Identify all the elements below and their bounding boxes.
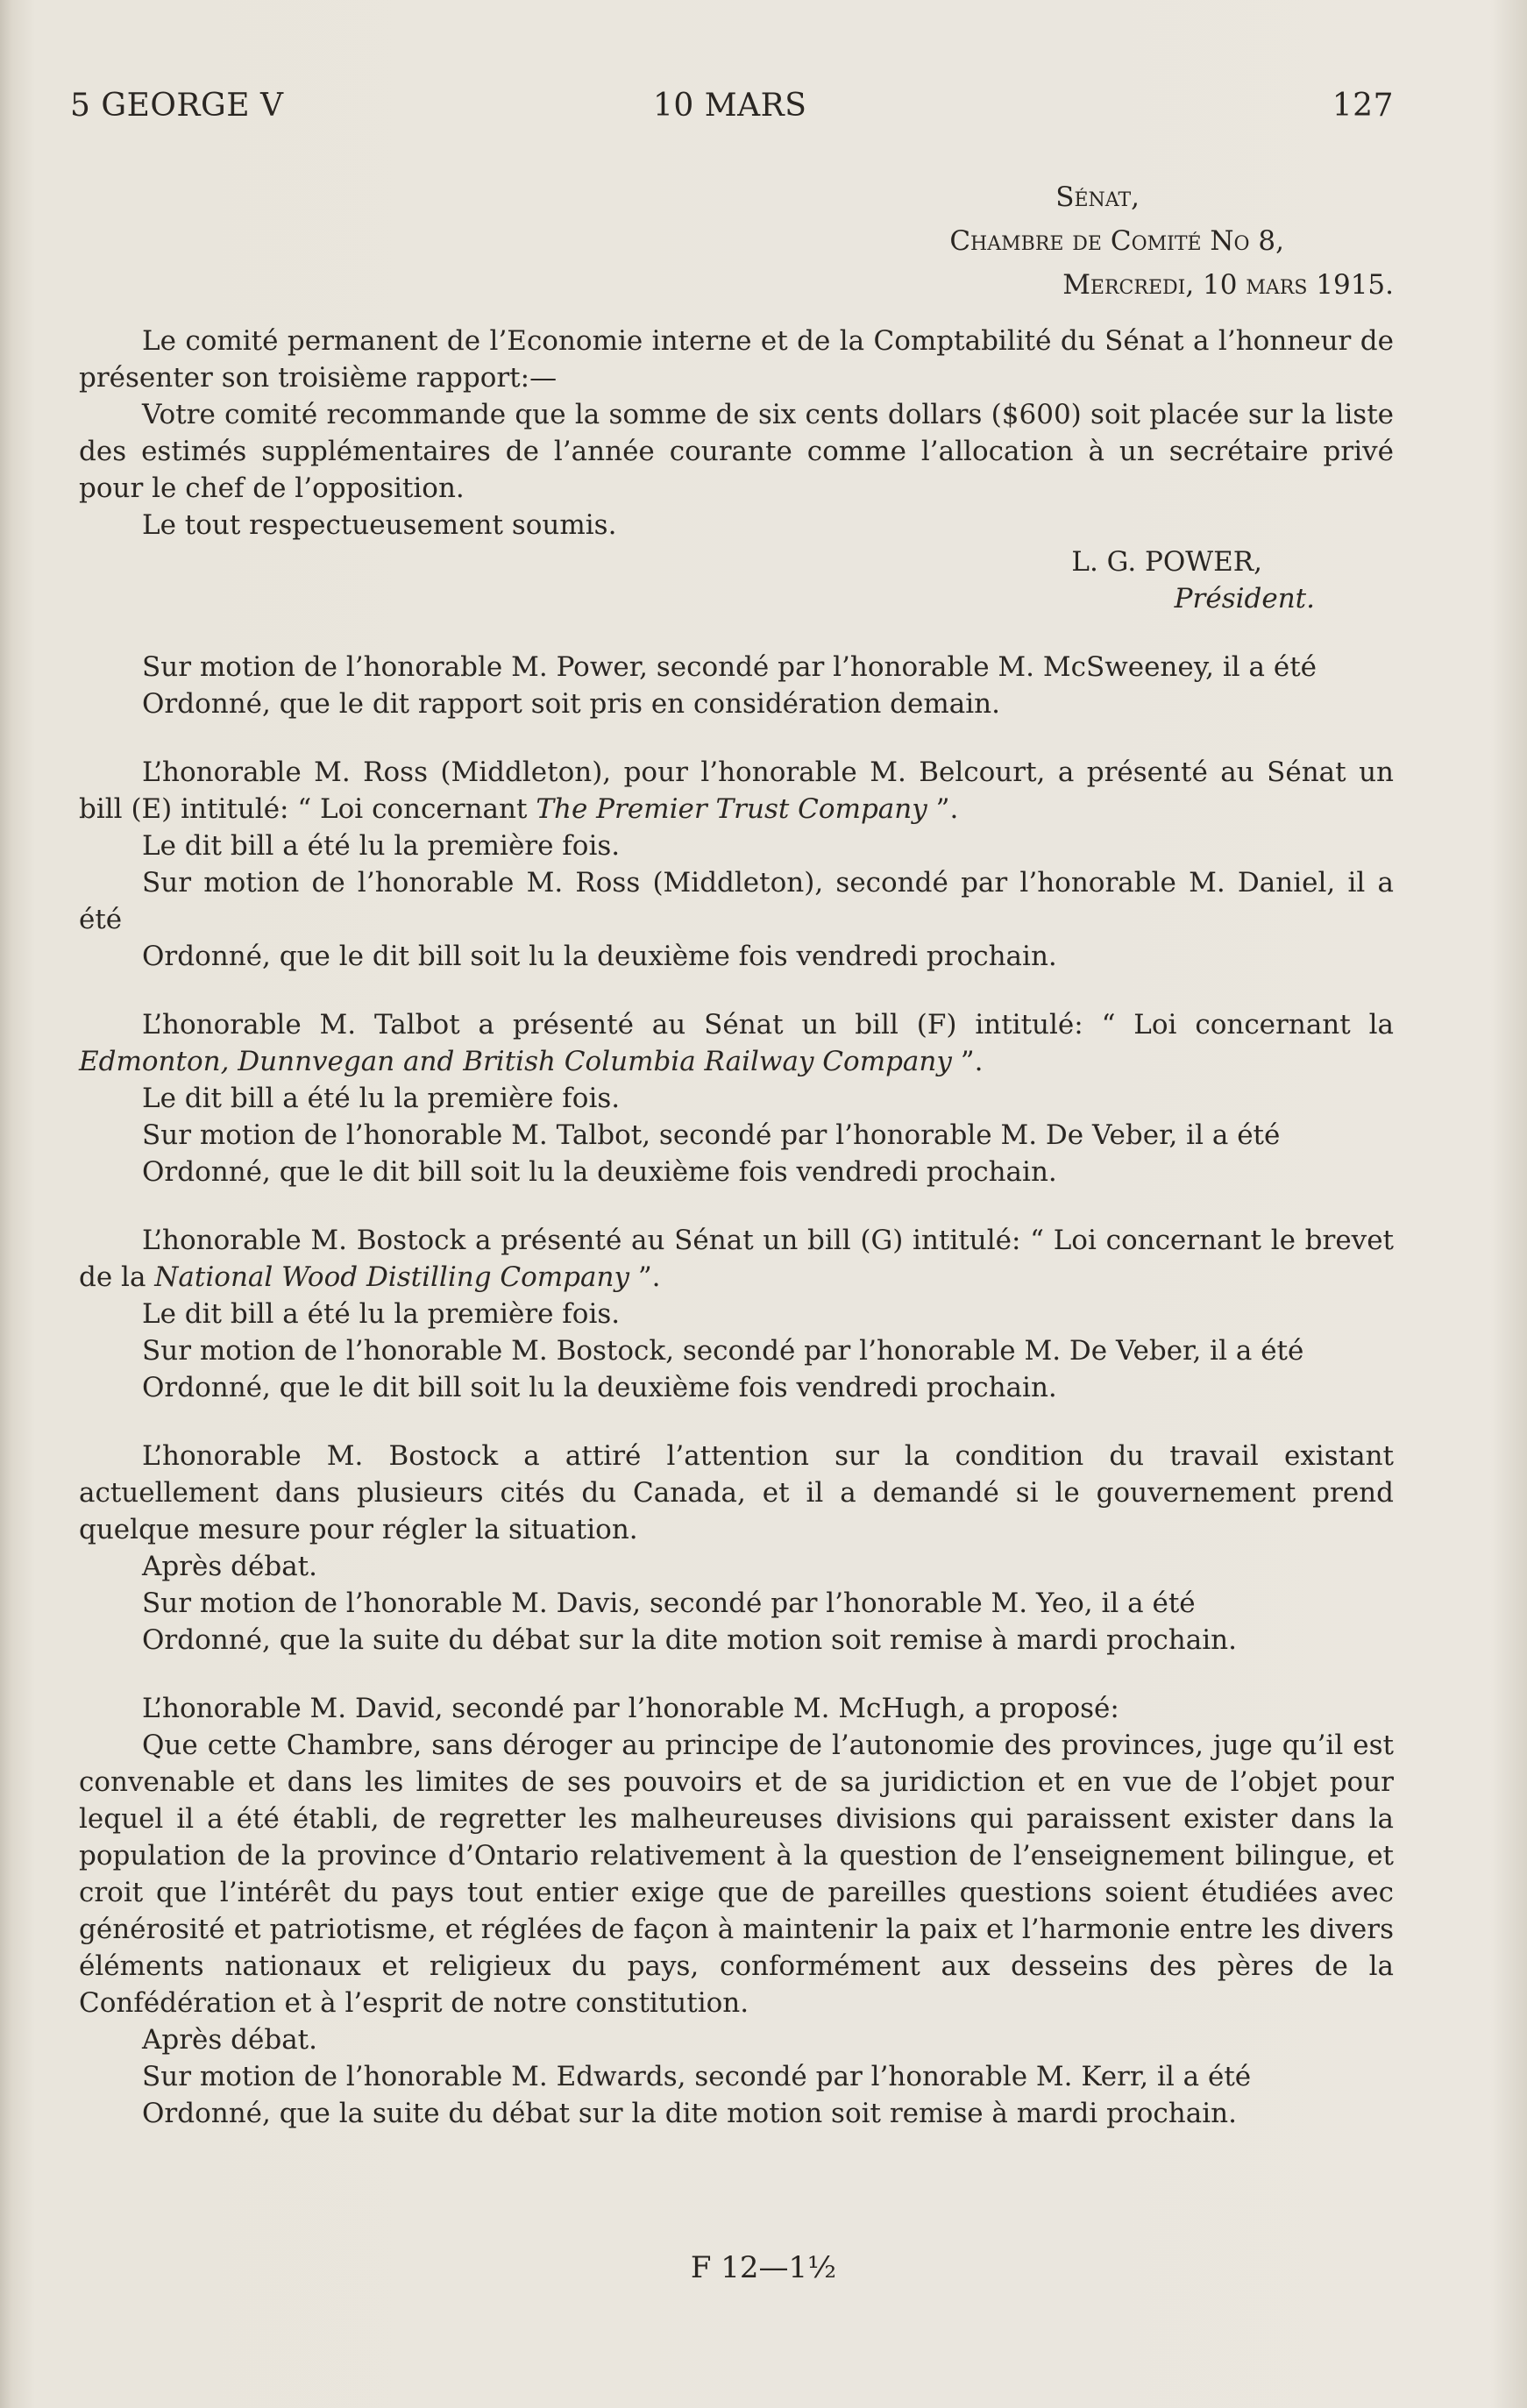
labour-motion: Sur motion de l’honorable M. Davis, secondé par l’honorable M. Yeo, il a été	[142, 1588, 1196, 1619]
labour-order: Ordonné, que la suite du débat sur la dite motion soit remise à mardi prochain.	[142, 1624, 1237, 1656]
committee-report	[79, 323, 1394, 617]
bill-e-section	[79, 754, 1394, 975]
david-proposal: L’honorable M. David, secondé par l’honorable M. McHugh, a proposé:	[142, 1693, 1119, 1724]
bill-e-first-reading: Le dit bill a été lu la première fois.	[142, 830, 621, 862]
bill-f-company-name: Edmonton, Dunnvegan and British Columbia Railway Company	[79, 1046, 952, 1077]
printer-signature-mark: F 12—1½	[690, 2250, 837, 2285]
bill-g-company-name: National Wood Distilling Company	[154, 1261, 629, 1293]
labour-after-debate: Après débat.	[142, 1551, 317, 1582]
bill-g-motion: Sur motion de l’honorable M. Bostock, secondé par l’honorable M. De Veber, il a été	[142, 1335, 1304, 1367]
resolution-order: Ordonné, que la suite du débat sur la dite motion soit remise à mardi prochain.	[142, 2098, 1237, 2129]
bill-g-section	[79, 1222, 1394, 1406]
bill-f-section	[79, 1006, 1394, 1190]
bill-g-introduction: L’honorable M. Bostock a présenté au Sénat un bill (G) intitulé: “ Loi concernant le brevet de la National Wood Distilling Company ”.	[79, 1225, 1394, 1293]
bill-f-motion: Sur motion de l’honorable M. Talbot, secondé par l’honorable M. De Veber, il a été	[142, 1119, 1281, 1151]
dateline-date: Mercredi, 10 mars 1915.	[1062, 269, 1394, 301]
report-closing: Le tout respectueusement soumis.	[142, 509, 617, 541]
resolution-text: Que cette Chambre, sans déroger au principe de l’autonomie des provinces, juge qu’il est convenable et dans les limites de ses pouvoirs et de sa juridiction et en vue de l’objet pour lequel il a été établi, de regretter les malheureuses divisions qui paraissent exister dans la population de la province d’Ontario relativement à la question de l’enseignement bilingue, et croit que l’intérêt du pays tout entier exige que de pareilles questions soient étudiées avec générosité et patriotisme, et réglées de façon à maintenir la paix et l’harmonie entre les divers éléments nationaux et religieux du pays, conformément aux desseins des pères de la Confédération et à l’esprit de notre constitution.	[79, 1730, 1394, 2019]
labour-inquiry-text: L’honorable M. Bostock a attiré l’attention sur la condition du travail existant actuellement dans plusieurs cités du Canada, et il a demandé si le gouvernement prend quelque mesure pour régler la situation.	[79, 1440, 1394, 1545]
motion-text: Sur motion de l’honorable M. Power, secondé par l’honorable M. McSweeney, il a été	[142, 651, 1317, 683]
running-head	[70, 88, 1394, 131]
motion-report-consideration	[79, 649, 1394, 722]
bill-e-introduction: L’honorable M. Ross (Middleton), pour l’honorable M. Belcourt, a présenté au Sénat un bill (E) intitulé: “ Loi concernant The Premier Trust Company ”.	[79, 756, 1394, 825]
resolution-motion: Sur motion de l’honorable M. Edwards, secondé par l’honorable M. Kerr, il a été	[142, 2061, 1252, 2092]
bilingual-education-section	[79, 1690, 1394, 2132]
bill-e-motion: Sur motion de l’honorable M. Ross (Middleton), secondé par l’honorable M. Daniel, il a été	[79, 867, 1394, 935]
bill-g-first-reading: Le dit bill a été lu la première fois.	[142, 1298, 621, 1330]
dateline-senate: Sénat,	[1055, 181, 1140, 213]
report-intro: Le comité permanent de l’Economie interne et de la Comptabilité du Sénat a l’honneur de présenter son troisième rapport:—	[79, 325, 1394, 394]
page-number: 127	[1332, 88, 1394, 124]
resolution-after-debate: Après débat.	[142, 2024, 317, 2056]
bill-f-introduction: L’honorable M. Talbot a présenté au Sénat un bill (F) intitulé: “ Loi concernant la Edmonton, Dunnvegan and British Columbia Railway Company ”.	[79, 1009, 1394, 1077]
bill-e-company-name: The Premier Trust Company	[536, 793, 927, 825]
journal-content	[79, 175, 1394, 2132]
report-signature-name: L. G. POWER,	[1071, 546, 1262, 578]
order-text: Ordonné, que le dit rapport soit pris en considération demain.	[142, 688, 1000, 720]
bill-g-order: Ordonné, que le dit bill soit lu la deuxième fois vendredi prochain.	[142, 1372, 1057, 1403]
bill-f-first-reading: Le dit bill a été lu la première fois.	[142, 1083, 621, 1114]
report-dateline	[79, 175, 1394, 307]
page-date: 10 MARS	[653, 88, 807, 124]
report-recommendation: Votre comité recommande que la somme de six cents dollars ($600) soit placée sur la liste des estimés supplémentaires de l’année courante comme l’allocation à un secrétaire privé pour le chef de l’opposition.	[79, 399, 1394, 504]
dateline-committee-room: Chambre de Comité No 8,	[949, 225, 1284, 257]
regnal-year: 5 GEORGE V	[70, 88, 284, 124]
bill-f-order: Ordonné, que le dit bill soit lu la deuxième fois vendredi prochain.	[142, 1156, 1057, 1188]
labour-inquiry-section	[79, 1438, 1394, 1659]
report-signature-title: Président.	[1174, 583, 1315, 614]
bill-e-order: Ordonné, que le dit bill soit lu la deuxième fois vendredi prochain.	[142, 941, 1057, 972]
